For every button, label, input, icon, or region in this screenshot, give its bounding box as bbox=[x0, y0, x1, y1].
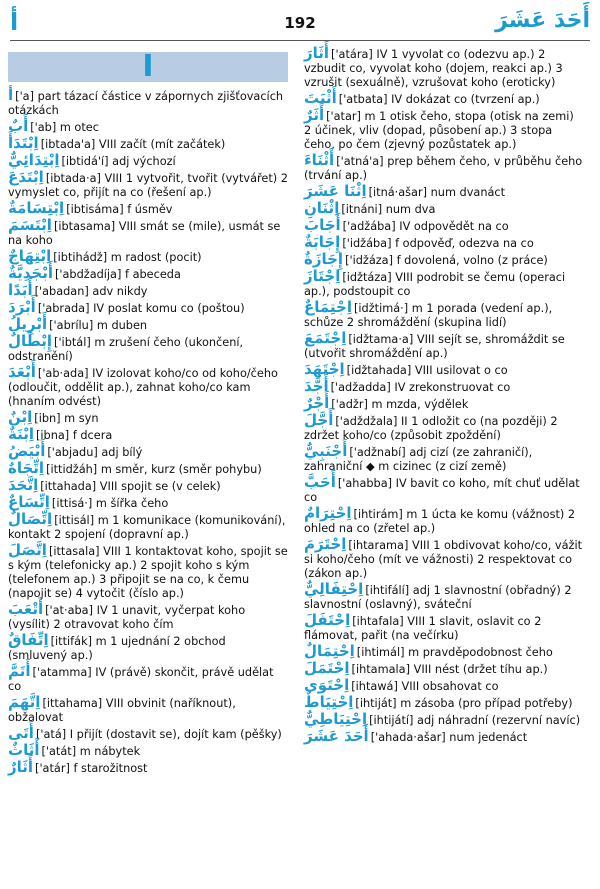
dictionary-entry bbox=[304, 661, 584, 677]
entry-headword: أَبْعَدَ bbox=[8, 363, 36, 381]
entry-transliteration: ['adžadda] bbox=[330, 381, 391, 394]
dictionary-entry bbox=[304, 331, 584, 361]
dictionary-entry bbox=[8, 218, 288, 248]
entry-transliteration: [ibtidá'í] bbox=[61, 155, 109, 168]
entry-headword: أَبٌ bbox=[8, 117, 29, 135]
entry-transliteration: ['at·aba] bbox=[45, 604, 94, 617]
entry-transliteration: [ibtisáma] bbox=[66, 203, 124, 216]
dictionary-entry bbox=[304, 613, 584, 643]
entry-transliteration: ['adžnabí] bbox=[349, 446, 406, 459]
entry-transliteration: [ittifák] bbox=[50, 635, 93, 648]
entry-definition: f starožitnost bbox=[73, 762, 148, 775]
entry-headword: اِجْتَهَدَ bbox=[304, 360, 345, 378]
entry-headword: اِجْتَمَعَ bbox=[304, 329, 347, 347]
dictionary-entry bbox=[304, 506, 584, 536]
entry-definition: adj bílý bbox=[101, 446, 143, 459]
entry-headword: أَتَى bbox=[8, 724, 34, 742]
dictionary-entry bbox=[8, 478, 288, 494]
entry-transliteration: ['idžába] bbox=[342, 237, 392, 250]
entry-transliteration: [ittasala] bbox=[48, 545, 100, 558]
page-number: 192 bbox=[284, 14, 316, 32]
entry-transliteration: ['ab·ada] bbox=[37, 367, 89, 380]
dictionary-entry bbox=[304, 537, 584, 581]
entry-definition: IV odpovědět na co bbox=[399, 220, 509, 233]
entry-definition: IV izolovat koho/co od koho/čeho (odloučit, oddělit ap.), zahnat koho/co kam (hnaním odvést) bbox=[8, 367, 278, 408]
entry-headword: اِبْتَدَأَ bbox=[8, 134, 39, 152]
entry-transliteration: ['atamma] bbox=[32, 666, 92, 679]
entry-definition: II 1 odložit co (na později) 2 zdržet koho/co (způsobit zpoždění) bbox=[304, 415, 558, 442]
entry-definition: IV zrekonstruovat co bbox=[394, 381, 511, 394]
dictionary-entry bbox=[8, 427, 288, 443]
dictionary-entry bbox=[304, 695, 584, 711]
entry-transliteration: ['atná'a] bbox=[336, 155, 384, 168]
entry-transliteration: ['abjadu] bbox=[47, 446, 98, 459]
entry-headword: اِحْتَفَلَ bbox=[304, 611, 351, 629]
entry-definition: VIII spojit se (v celek) bbox=[99, 480, 221, 493]
dictionary-entry bbox=[8, 283, 288, 299]
entry-definition: m nábytek bbox=[79, 745, 141, 758]
entry-headword: أَثَارٌ bbox=[8, 758, 34, 776]
dictionary-entry bbox=[8, 743, 288, 759]
dictionary-entry bbox=[8, 664, 288, 694]
right-entries bbox=[304, 46, 584, 745]
entry-headword: اِحْتِفَالِيٌّ bbox=[304, 580, 364, 598]
entry-headword: أَجَابَ bbox=[304, 216, 341, 234]
entry-definition: VIII nést (držet tíhu ap.) bbox=[413, 663, 548, 676]
dictionary-entry bbox=[304, 300, 584, 330]
dictionary-entry bbox=[304, 201, 584, 217]
entry-transliteration: [ihtimál] bbox=[356, 646, 405, 659]
right-column bbox=[304, 46, 584, 746]
entry-transliteration: [itná·ašar] bbox=[368, 186, 428, 199]
entry-definition: f dcera bbox=[72, 429, 113, 442]
dictionary-entry bbox=[8, 726, 288, 742]
dictionary-entry bbox=[8, 760, 288, 776]
dictionary-entry bbox=[304, 379, 584, 395]
dictionary-entry bbox=[8, 119, 288, 135]
entry-definition: IV 1 unavit, vyčerpat koho (vysílit) 2 otravovat koho čím bbox=[8, 604, 246, 631]
letter-banner: I bbox=[8, 52, 288, 82]
entry-headword: اِحْتَوَى bbox=[304, 676, 350, 694]
entry-transliteration: ['atára] bbox=[331, 48, 373, 61]
entry-transliteration: ['abdžadíja] bbox=[54, 268, 122, 281]
entry-definition: VIII 1 vytvořit, tvořit (vytvářet) 2 vymyslet co, přijít na co (řešení ap.) bbox=[8, 172, 288, 199]
entry-definition: m šířka čeho bbox=[95, 497, 169, 510]
entry-headword: أَجْرٌ bbox=[304, 394, 330, 412]
entry-transliteration: ['atát] bbox=[41, 745, 77, 758]
entry-transliteration: [ihtamala] bbox=[351, 663, 410, 676]
entry-definition: m 1 úcta ke komu (vážnost) 2 ohled na co (zřetel ap.) bbox=[304, 508, 576, 535]
entry-definition: VIII smát se (mile), usmát se na koho bbox=[8, 220, 281, 247]
dictionary-entry bbox=[8, 365, 288, 409]
entry-transliteration: [ittahada] bbox=[40, 480, 97, 493]
entry-headword: اِتَّهَمَ bbox=[8, 693, 41, 711]
dictionary-entry bbox=[304, 712, 584, 728]
entry-definition: m zrušení čeho (ukončení, odstranění) bbox=[8, 336, 244, 363]
dictionary-entry bbox=[304, 184, 584, 200]
dictionary-entry bbox=[8, 543, 288, 601]
dictionary-entry bbox=[8, 461, 288, 477]
entry-headword: اِجْتِمَاعٌ bbox=[304, 298, 353, 316]
entry-definition: m radost (pocit) bbox=[110, 251, 202, 264]
entry-definition: prep během čeho, v průběhu čeho (trvání ap.) bbox=[304, 155, 583, 182]
dictionary-entry bbox=[304, 582, 584, 612]
entry-transliteration: ['abrada] bbox=[37, 302, 90, 315]
entry-transliteration: ['atá] bbox=[35, 728, 67, 741]
dictionary-entry bbox=[8, 495, 288, 511]
entry-headword: أَبْرِيلُ bbox=[8, 315, 48, 333]
entry-headword: اِتِّجَاهٌ bbox=[8, 459, 45, 477]
entry-transliteration: [ittisál] bbox=[54, 514, 95, 527]
entry-definition: f odpověď, odezva na co bbox=[395, 237, 534, 250]
dictionary-entry bbox=[304, 475, 584, 505]
dictionary-entry bbox=[8, 602, 288, 632]
entry-transliteration: [ibtada·a] bbox=[45, 172, 101, 185]
entry-definition: m otec bbox=[59, 121, 99, 134]
entry-definition: IV dokázat co (tvrzení ap.) bbox=[391, 93, 540, 106]
dictionary-entry bbox=[8, 153, 288, 169]
entry-definition: VIII 1 kontaktovat koho, spojit se s kým (telefonicky ap.) 2 spojit koho s kým (telefonem ap.) 3 připojit se na co, k čemu (napojit se) 4 vytočit (číslo ap.) bbox=[8, 545, 288, 600]
dictionary-entry bbox=[304, 269, 584, 299]
entry-headword: أَثَرٌ bbox=[304, 106, 325, 124]
header-rule bbox=[10, 40, 590, 41]
entry-transliteration: ['atár] bbox=[35, 762, 70, 775]
entry-headword: أَجَّدَ bbox=[304, 377, 329, 395]
entry-headword: اِبْنٌ bbox=[8, 408, 33, 426]
entry-transliteration: ['ibtál] bbox=[54, 336, 91, 349]
entry-headword: إِبْطَالٌ bbox=[8, 332, 53, 350]
entry-definition: f abeceda bbox=[125, 268, 181, 281]
entry-transliteration: [ittahama] bbox=[42, 697, 103, 710]
entry-headword: اِثْنَا عَشَرَ bbox=[304, 182, 367, 200]
entry-headword: أَثَاثٌ bbox=[8, 741, 40, 759]
entry-headword: أَبْجَدِيَّةٌ bbox=[8, 264, 53, 282]
entry-definition: adv nikdy bbox=[92, 285, 148, 298]
entry-headword: أَتْعَبَ bbox=[8, 600, 44, 618]
entry-headword: اِتِّسَاعٌ bbox=[8, 493, 50, 511]
entry-definition: m zásoba (pro případ potřeby) bbox=[400, 697, 573, 710]
entry-headword: أَحَدَ عَشَرَ bbox=[304, 727, 369, 745]
entry-definition: m 1 komunikace (komunikování), kontakt 2 spojení (dopravní ap.) bbox=[8, 514, 286, 541]
entry-headword: اِحْتِيَاطِيٌّ bbox=[304, 710, 368, 728]
entry-transliteration: ['abadan] bbox=[34, 285, 89, 298]
entry-transliteration: [itnáni] bbox=[341, 203, 383, 216]
entry-definition: VIII podrobit se čemu (operaci ap.), podstoupit co bbox=[304, 271, 566, 298]
entry-transliteration: [ihtafala] bbox=[352, 615, 404, 628]
entry-definition: num dva bbox=[385, 203, 436, 216]
entry-transliteration: [ihtiját] bbox=[355, 697, 397, 710]
entry-definition: adj 1 slavnostní (obřadný) 2 slavnostní (oslavný), sváteční bbox=[304, 584, 572, 611]
entry-transliteration: ['ahada·ašar] bbox=[370, 731, 446, 744]
entry-headword: إِجَابَةٌ bbox=[304, 233, 341, 251]
entry-definition: IV bavit co koho, mít chuť udělat co bbox=[304, 477, 580, 504]
entry-definition: I přijít (dostavit se), dojít kam (pěšky) bbox=[69, 728, 282, 741]
entry-headword: اِتَّحَدَ bbox=[8, 476, 39, 494]
entry-transliteration: [idžtama·a] bbox=[348, 333, 414, 346]
entry-transliteration: [ihtirám] bbox=[353, 508, 403, 521]
dictionary-entry bbox=[8, 136, 288, 152]
entry-transliteration: [ibtasama] bbox=[53, 220, 116, 233]
entry-transliteration: ['adždžala] bbox=[335, 415, 398, 428]
entry-definition: adj cizí (ze zahraničí), zahraniční ◆ m cizinec (z cizí země) bbox=[304, 446, 533, 473]
entry-transliteration: ['idžáza] bbox=[345, 254, 394, 267]
entry-headword: أَبْيَضُ bbox=[8, 442, 46, 460]
entry-transliteration: [idžtáza] bbox=[342, 271, 392, 284]
entry-headword: أَثْنَاءَ bbox=[304, 151, 335, 169]
entry-headword: اِحْتَمَلَ bbox=[304, 659, 350, 677]
entry-transliteration: [ihtifálí] bbox=[365, 584, 410, 597]
dictionary-entry bbox=[304, 362, 584, 378]
entry-headword: أَبَدًا bbox=[8, 281, 33, 299]
header-right-word: أَحَدَ عَشَرَ bbox=[495, 8, 590, 33]
dictionary-entry bbox=[8, 633, 288, 663]
dictionary-entry bbox=[304, 644, 584, 660]
entry-definition: m 1 porada (vedení ap.), schůze 2 shromáždění (skupina lidí) bbox=[304, 302, 553, 329]
entry-definition: IV 1 vyvolat co (odezvu ap.) 2 vzbudit co, vyvolat koho (dojem, reakci ap.) 3 vzrušit (sexuálně), vzrušovat koho (eroticky) bbox=[304, 48, 563, 89]
dictionary-entry bbox=[304, 729, 584, 745]
entry-headword: اِحْتَرَمَ bbox=[304, 535, 347, 553]
entry-transliteration: ['adžába] bbox=[342, 220, 396, 233]
entry-headword: إِجَازَةٌ bbox=[304, 250, 344, 268]
left-entries bbox=[8, 88, 288, 776]
dictionary-entry bbox=[8, 201, 288, 217]
dictionary-entry bbox=[304, 678, 584, 694]
dictionary-entry bbox=[304, 108, 584, 152]
entry-transliteration: [ittisá·] bbox=[51, 497, 93, 510]
entry-transliteration: ['adžr] bbox=[331, 398, 368, 411]
dictionary-entry bbox=[304, 218, 584, 234]
entry-definition: VIII sejít se, shromáždit se (utvořit shromáždění ap.) bbox=[304, 333, 565, 360]
entry-definition: VIII usilovat o co bbox=[414, 364, 508, 377]
entry-headword: أَتَمَّ bbox=[8, 662, 31, 680]
entry-transliteration: [ibn] bbox=[34, 412, 61, 425]
entry-headword: اِبْتَدَعَ bbox=[8, 168, 44, 186]
entry-headword: أ bbox=[8, 86, 14, 104]
header-left-letter: أ bbox=[10, 8, 19, 36]
left-column bbox=[8, 46, 288, 777]
dictionary-entry bbox=[8, 317, 288, 333]
entry-headword: أَثَارَ bbox=[304, 44, 330, 62]
entry-definition: part tázací částice v zápornych zjišťovacích otázkách bbox=[8, 90, 284, 117]
entry-definition: f dovolená, volno (z práce) bbox=[396, 254, 548, 267]
entry-definition: m směr, kurz (směr pohybu) bbox=[100, 463, 262, 476]
entry-definition: adj náhradní (rezervní navíc) bbox=[417, 714, 581, 727]
entry-definition: VIII obvinit (naříknout), obžalovat bbox=[8, 697, 236, 724]
entry-transliteration: [ihtawá] bbox=[351, 680, 398, 693]
entry-headword: اِحْتِمَالٌ bbox=[304, 642, 355, 660]
entry-headword: اِتِّفَاقٌ bbox=[8, 631, 49, 649]
entry-transliteration: [ibtada'a] bbox=[40, 138, 96, 151]
dictionary-entry bbox=[304, 413, 584, 443]
entry-definition: VIII obsahovat co bbox=[401, 680, 499, 693]
entry-transliteration: [idžtimá·] bbox=[354, 302, 409, 315]
entry-transliteration: ['ahabba] bbox=[337, 477, 393, 490]
entry-transliteration: [ihtarama] bbox=[348, 539, 409, 552]
entry-definition: m 1 otisk čeho, stopa (otisk na zemi) 2 účinek, vliv (dopad, působení ap.) 3 stopa čeho, po čem (zjevný pozůstatek ap.) bbox=[304, 110, 574, 151]
entry-headword: اِثْنَانِ bbox=[304, 199, 340, 217]
entry-transliteration: [ibtihádž] bbox=[53, 251, 108, 264]
entry-headword: اِتِّصَالٌ bbox=[8, 510, 53, 528]
entry-headword: اِبْتِسَامَةٌ bbox=[8, 199, 65, 217]
entry-headword: اِحْتِرَامٌ bbox=[304, 504, 352, 522]
entry-definition: IV (právě) skončit, právě udělat co bbox=[8, 666, 274, 693]
dictionary-entry bbox=[304, 444, 584, 474]
entry-transliteration: [ihtijátí] bbox=[369, 714, 414, 727]
entry-transliteration: ['atbata] bbox=[338, 93, 388, 106]
entry-definition: adj výchozí bbox=[112, 155, 176, 168]
entry-transliteration: [ittidžáh] bbox=[46, 463, 98, 476]
entry-definition: m 1 ujednání 2 obchod (smluvený ap.) bbox=[8, 635, 226, 662]
entry-transliteration: ['atar] bbox=[326, 110, 361, 123]
entry-definition: VIII začít (mít začátek) bbox=[98, 138, 226, 151]
entry-definition: num jedenáct bbox=[449, 731, 528, 744]
entry-definition: m syn bbox=[64, 412, 99, 425]
dictionary-entry bbox=[304, 235, 584, 251]
dictionary-entry bbox=[304, 91, 584, 107]
entry-headword: اِجْتَازَ bbox=[304, 267, 341, 285]
entry-transliteration: ['abrílu] bbox=[49, 319, 94, 332]
entry-definition: f úsměv bbox=[127, 203, 173, 216]
entry-transliteration: [ibna] bbox=[36, 429, 70, 442]
entry-headword: اِبْنَةٌ bbox=[8, 425, 34, 443]
dictionary-entry bbox=[304, 396, 584, 412]
dictionary-entry bbox=[8, 410, 288, 426]
entry-headword: أَبْرَدَ bbox=[8, 298, 36, 316]
dictionary-entry bbox=[304, 46, 584, 90]
entry-transliteration: [idžtahada] bbox=[346, 364, 412, 377]
entry-headword: أَجْنَبِيٌّ bbox=[304, 442, 348, 460]
dictionary-entry bbox=[8, 695, 288, 725]
entry-headword: أَحَبَّ bbox=[304, 473, 336, 491]
dictionary-entry bbox=[8, 170, 288, 200]
entry-transliteration: ['a] bbox=[15, 90, 34, 103]
dictionary-entry bbox=[304, 252, 584, 268]
entry-headword: أَثْبَتَ bbox=[304, 89, 337, 107]
entry-definition: VIII 1 slavit, oslavit co 2 flámovat, pařit (na večírku) bbox=[304, 615, 542, 642]
entry-definition: m pravděpodobnost čeho bbox=[408, 646, 553, 659]
dictionary-entry bbox=[8, 512, 288, 542]
page-header bbox=[0, 8, 600, 38]
dictionary-entry bbox=[8, 88, 288, 118]
entry-definition: m duben bbox=[96, 319, 148, 332]
entry-definition: num dvanáct bbox=[430, 186, 506, 199]
dictionary-entry bbox=[8, 334, 288, 364]
entry-definition: IV poslat komu co (poštou) bbox=[93, 302, 245, 315]
entry-headword: اِبْتِدَائِيٌّ bbox=[8, 151, 60, 169]
dictionary-entry bbox=[8, 249, 288, 265]
entry-headword: أَجَّلَ bbox=[304, 411, 334, 429]
entry-headword: اِتَّصَلَ bbox=[8, 541, 47, 559]
dictionary-entry bbox=[8, 444, 288, 460]
entry-definition: VIII 1 obdivovat koho/co, vážit si koho/čeho (mít ve vážnosti) 2 respektovat co (zákon ap.) bbox=[304, 539, 583, 580]
dictionary-entry bbox=[304, 153, 584, 183]
entry-headword: اِبْتِهَاجٌ bbox=[8, 247, 52, 265]
entry-headword: اِبْتَسَمَ bbox=[8, 216, 52, 234]
entry-transliteration: ['ab] bbox=[30, 121, 57, 134]
dictionary-entry bbox=[8, 266, 288, 282]
dictionary-entry bbox=[8, 300, 288, 316]
entry-headword: اِحْتِيَاطٌ bbox=[304, 693, 354, 711]
entry-definition: m mzda, výdělek bbox=[371, 398, 469, 411]
